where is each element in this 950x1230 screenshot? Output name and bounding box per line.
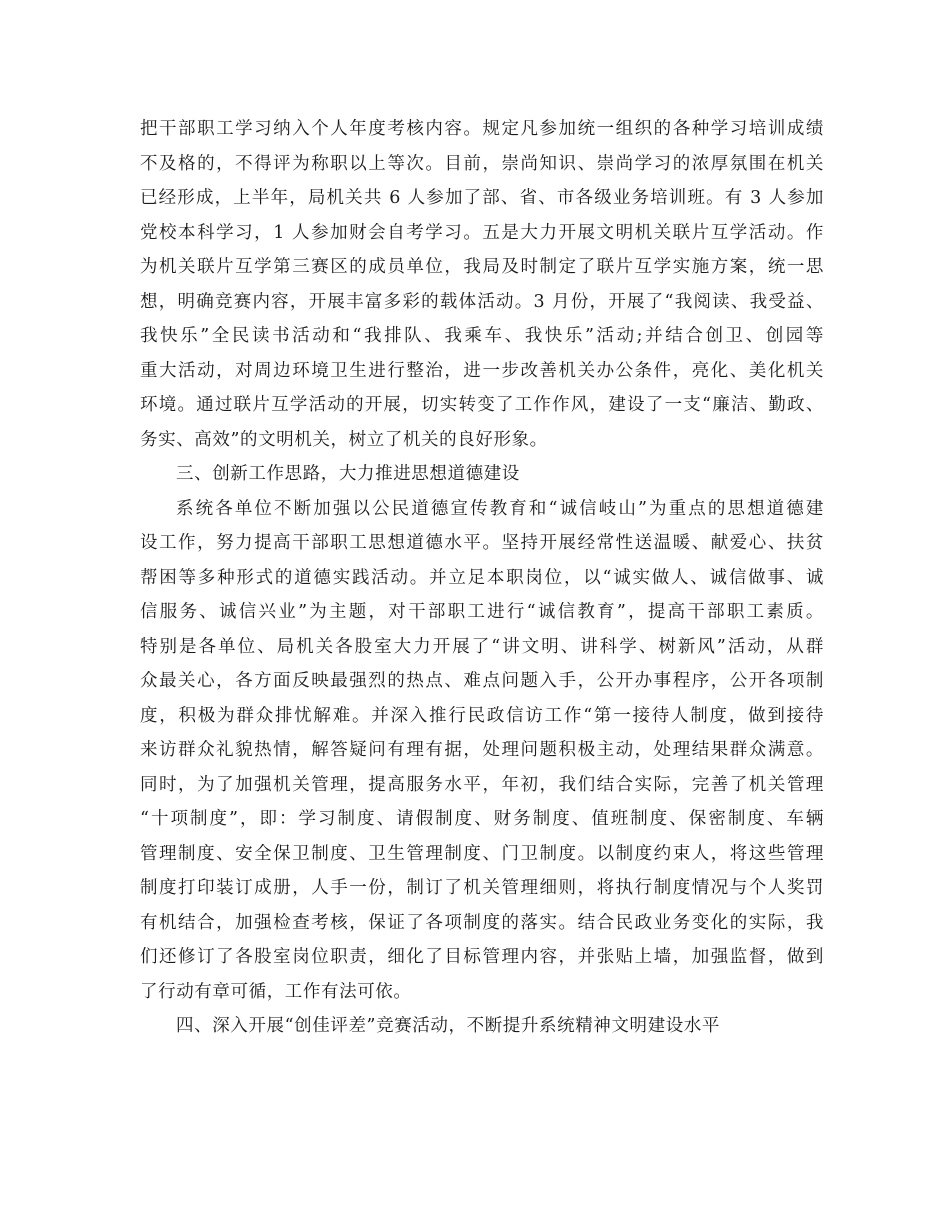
- text-line: 帮困等多种形式的道德实践活动。并立足本职岗位，以“诚实做人、诚信做事、诚: [140, 567, 824, 588]
- text-line: 众最关心，各方面反映最强烈的热点、难点问题入手，公开办事程序，公开各项制: [140, 671, 824, 691]
- section-heading: 四、深入开展“创佳评差”竞赛活动，不断提升系统精神文明建设水平: [176, 1016, 720, 1036]
- text-line: 们还修订了各股室岗位职责，细化了目标管理内容，并张贴上墙，加强监督，做到: [140, 947, 824, 967]
- text-line: 为机关联片互学第三赛区的成员单位，我局及时制定了联片互学实施方案，统一思: [140, 257, 824, 277]
- text-line: 制度打印装订成册，人手一份，制订了机关管理细则，将执行制度情况与个人奖罚: [140, 878, 824, 898]
- text-line: 信服务、诚信兴业”为主题，对干部职工进行“诚信教育”，提高干部职工素质。: [140, 602, 824, 622]
- text-line: 设工作，努力提高干部职工思想道德水平。坚持开展经常性送温暖、献爱心、扶贫: [140, 533, 824, 553]
- text-line: 重大活动，对周边环境卫生进行整治，进一步改善机关办公条件，亮化、美化机关: [140, 360, 824, 381]
- text-line: 不及格的，不得评为称职以上等次。目前，崇尚知识、崇尚学习的浓厚氛围在机关: [140, 153, 824, 174]
- text-line: 想，明确竞赛内容，开展丰富多彩的载体活动。3 月份，开展了“我阅读、我受益、: [140, 291, 824, 312]
- text-line: 了行动有章可循，工作有法可依。: [140, 981, 412, 1002]
- text-line: 特别是各单位、局机关各股室大力开展了“讲文明、讲科学、树新风”活动，从群: [140, 636, 824, 657]
- text-line: 来访群众礼貌热情，解答疑问有理有据，处理问题积极主动，处理结果群众满意。: [140, 740, 824, 760]
- text-line: 党校本科学习，1 人参加财会自考学习。五是大力开展文明机关联片互学活动。作: [140, 222, 824, 243]
- section-heading: 三、创新工作思路，大力推进思想道德建设: [176, 464, 520, 484]
- text-line: 务实、高效”的文明机关，树立了机关的良好形象。: [140, 429, 548, 450]
- text-line: 系统各单位不断加强以公民道德宣传教育和“诚信岐山”为重点的思想道德建: [176, 498, 824, 519]
- text-line: 度，积极为群众排忧解难。并深入推行民政信访工作“第一接待人制度，做到接待: [140, 705, 824, 726]
- text-line: “十项制度”，即：学习制度、请假制度、财务制度、值班制度、保密制度、车辆: [140, 809, 824, 829]
- text-line: 已经形成，上半年，局机关共 6 人参加了部、省、市各级业务培训班。有 3 人参加: [140, 188, 824, 208]
- text-line: 有机结合，加强检查考核，保证了各项制度的落实。结合民政业务变化的实际，我: [140, 912, 824, 933]
- text-line: 环境。通过联片互学活动的开展，切实转变了工作作风，建设了一支“廉洁、勤政、: [140, 395, 824, 415]
- text-line: 我快乐”全民读书活动和“我排队、我乘车、我快乐”活动;并结合创卫、创园等: [140, 326, 824, 346]
- document-body: [140, 112, 824, 1044]
- text-line: 管理制度、安全保卫制度、卫生管理制度、门卫制度。以制度约束人，将这些管理: [140, 843, 824, 864]
- text-line: 同时，为了加强机关管理，提高服务水平，年初，我们结合实际，完善了机关管理: [140, 774, 824, 795]
- text-line: 把干部职工学习纳入个人年度考核内容。规定凡参加统一组织的各种学习培训成绩: [140, 119, 824, 139]
